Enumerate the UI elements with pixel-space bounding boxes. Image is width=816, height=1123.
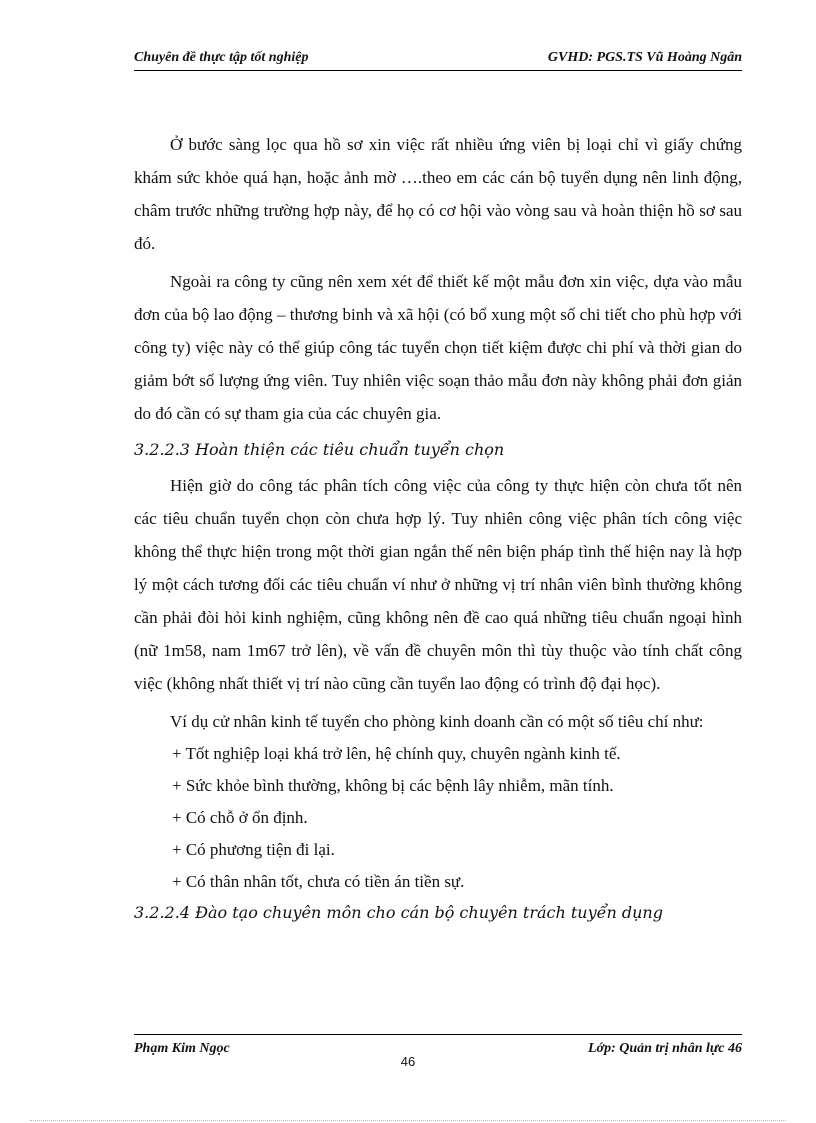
document-body bbox=[134, 128, 742, 932]
section-heading-3-2-2-3: 3.2.2.3 Hoàn thiện các tiêu chuẩn tuyển chọn bbox=[134, 440, 505, 459]
list-item: + Sức khỏe bình thường, không bị các bệnh lây nhiễm, mãn tính. bbox=[172, 776, 614, 795]
list-item: + Có thân nhân tốt, chưa có tiền án tiền sự. bbox=[172, 872, 465, 891]
page-number: 46 bbox=[400, 1054, 416, 1069]
paragraph-example: Ví dụ cử nhân kinh tế tuyển cho phòng kinh doanh cần có một số tiêu chí như: bbox=[170, 712, 704, 731]
section-heading-3-2-2-4: 3.2.2.4 Đào tạo chuyên môn cho cán bộ chuyên trách tuyển dụng bbox=[134, 903, 663, 922]
footer-class: Lớp: Quản trị nhân lực 46 bbox=[588, 1041, 742, 1056]
header-document-title: Chuyên đề thực tập tốt nghiệp bbox=[134, 50, 309, 65]
page-bottom-divider bbox=[30, 1120, 786, 1121]
list-item: + Có phương tiện đi lại. bbox=[172, 840, 335, 859]
paragraph-selection-criteria: Hiện giờ do công tác phân tích công việc của công ty thực hiện còn chưa tốt nên các tiêu chuẩn tuyển chọn còn chưa hợp lý. Tuy nhiên công việc phân tích công việc không thể thực hiện trong một thời gian ngắn thế nên biện pháp tình thế hiện nay là hợp lý một cách tương đối các tiêu chuẩn ví như ở những vị trí nhân viên bình thường không cần phải đòi hỏi kinh nghiệm, cũng không nên đề cao quá những tiêu chuẩn ngoại hình (nữ 1m58, nam 1m67 trở lên), về vấn đề chuyên môn thì tùy thuộc vào tính chất công việc (không nhất thiết vị trí nào cũng cần tuyển lao động có trình độ đại học). bbox=[134, 476, 742, 693]
page-header bbox=[134, 50, 742, 71]
header-advisor: GVHD: PGS.TS Vũ Hoàng Ngân bbox=[547, 50, 742, 65]
list-item: + Có chỗ ở ổn định. bbox=[172, 808, 308, 827]
paragraph-application-form: Ngoài ra công ty cũng nên xem xét để thiết kế một mẫu đơn xin việc, dựa vào mẫu đơn của bộ lao động – thương binh và xã hội (có bổ xung một số chi tiết cho phù hợp với công ty) việc này có thể giúp công tác tuyển chọn tiết kiệm được chi phí và thời gian do giảm bớt số lượng ứng viên. Tuy nhiên việc soạn thảo mẫu đơn này không phải đơn giản do đó cần có sự tham gia của các chuyên gia. bbox=[134, 272, 742, 423]
paragraph-screening: Ở bước sàng lọc qua hồ sơ xin việc rất nhiều ứng viên bị loại chỉ vì giấy chứng khám sức khỏe quá hạn, hoặc ảnh mờ ….theo em các cán bộ tuyển dụng nên linh động, châm trước những trường hợp này, để họ có cơ hội vào vòng sau và hoàn thiện hồ sơ sau đó. bbox=[134, 135, 742, 253]
footer-author: Phạm Kim Ngọc bbox=[134, 1041, 230, 1056]
list-item: + Tốt nghiệp loại khá trở lên, hệ chính quy, chuyên ngành kinh tế. bbox=[172, 744, 621, 763]
